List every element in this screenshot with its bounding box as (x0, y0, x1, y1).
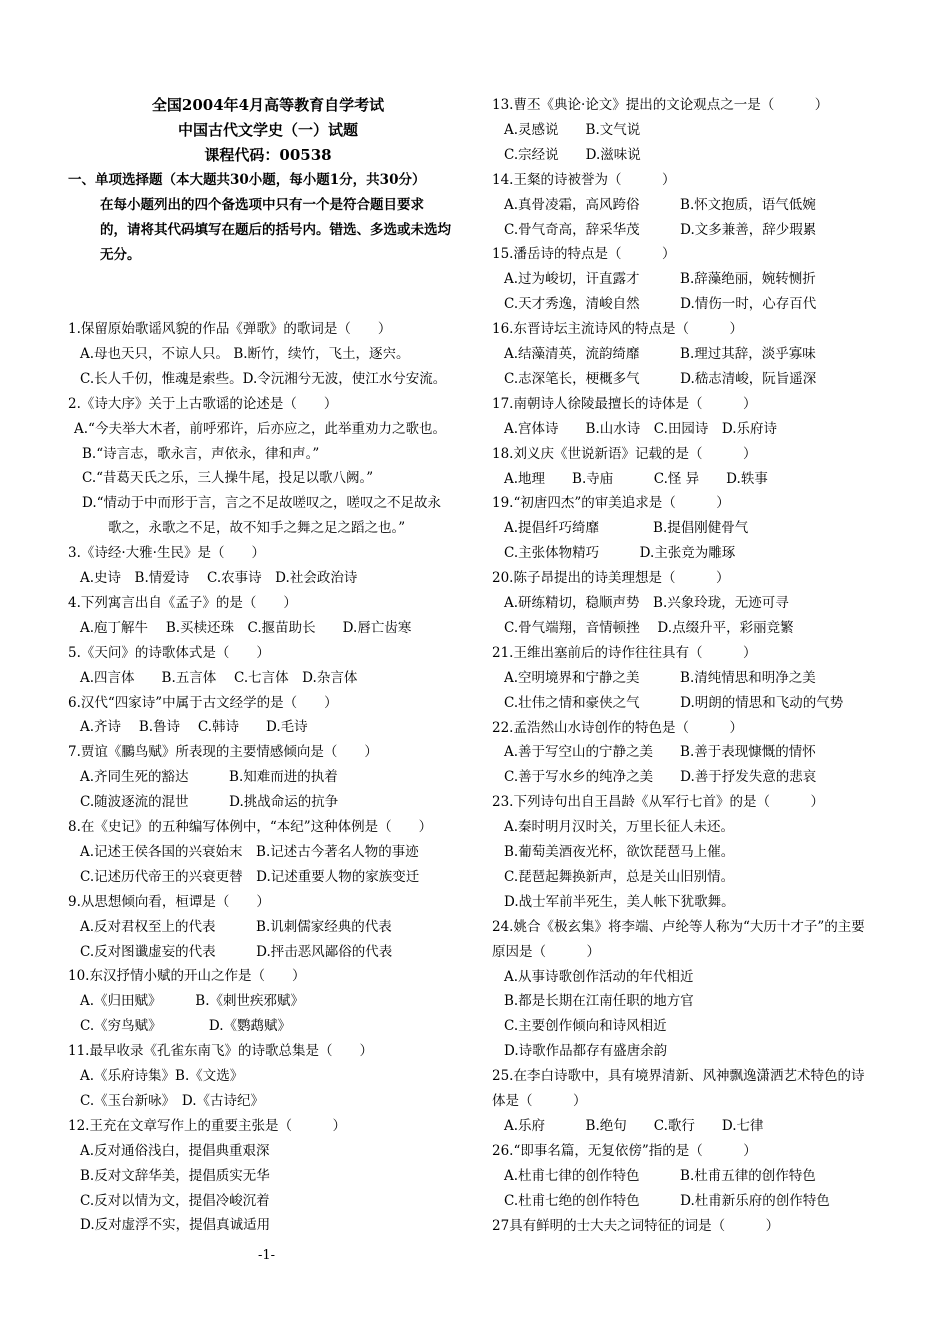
exam-title: 全国2004年4月高等教育自学考试 (151, 96, 385, 114)
answer-option: B.葡萄美酒夜光杯，欲饮琵琶马上催。 (504, 844, 735, 860)
question-stem: 20.陈子昂提出的诗美理想是（ ） (492, 570, 730, 587)
section-instruction-line: 在每小题列出的四个备选项中只有一个是符合题目要求 (100, 197, 424, 213)
page-number: -1- (258, 1248, 276, 1263)
section-heading: 一、单项选择题（本大题共30小题，每小题1分，共30分） (68, 172, 426, 188)
answer-option: C.壮伟之情和豪侠之气 D.明朗的情思和飞动的气势 (504, 694, 844, 711)
question-stem: 4.下列寓言出自《孟子》的是（ ） (68, 594, 297, 611)
answer-option: C.琵琶起舞换新声，总是关山旧别情。 (504, 868, 735, 885)
answer-option: C.随波逐流的混世 D.挑战命运的抗争 (80, 794, 339, 811)
answer-option: A.研练精切，稳顺声势 B.兴象玲珑，无迹可寻 (504, 595, 789, 611)
question-stem: 16.东晋诗坛主流诗风的特点是（ ） (492, 321, 743, 338)
question-stem: 9.从思想倾向看，桓谭是（ ） (68, 893, 270, 910)
answer-option: A.“今夫举大木者，前呼邪许，后亦应之，此举重劝力之歌也。 (74, 420, 446, 437)
answer-option: C.宗经说 D.滋味说 (504, 146, 641, 163)
answer-option: A.真骨凌霜，高风跨俗 B.怀文抱质，语气低婉 (504, 196, 816, 213)
answer-option: 原因是（ ） (492, 943, 600, 960)
section-instruction-line: 无分。 (100, 247, 141, 263)
answer-option: A.秦时明月汉时关，万里长征人未还。 (504, 819, 735, 836)
course-title: 中国古代文学史（一）试题 (177, 121, 358, 139)
question-stem: 12.王充在文章写作上的重要主张是（ ） (68, 1117, 346, 1134)
answer-option: A.杜甫七律的创作特色 B.杜甫五律的创作特色 (504, 1167, 816, 1184)
answer-option: A.乐府 B.绝句 C.歌行 D.七律 (504, 1117, 764, 1134)
answer-option: A.提倡纤巧绮靡 B.提倡刚健骨气 (504, 520, 749, 537)
answer-option: D.战士军前半死生，美人帐下犹歌舞。 (504, 893, 735, 910)
answer-option: A.齐诗 B.鲁诗 C.韩诗 D.毛诗 (80, 719, 308, 736)
answer-option: A.过为峻切，讦直露才 B.辞藻绝丽，婉转恻折 (504, 271, 816, 288)
answer-option: A.史诗 B.情爱诗 C.农事诗 D.社会政治诗 (80, 570, 358, 586)
answer-option: A.《乐府诗集》B.《文选》 (80, 1068, 244, 1084)
section-instruction-line: 的，请将其代码填写在题后的括号内。错选、多选或未选均 (100, 222, 451, 238)
question-stem: 24.姚合《极玄集》将李端、卢纶等人称为“大历十才子”的主要 (492, 918, 865, 935)
answer-option: B.反对文辞华美，提倡质实无华 (80, 1167, 270, 1184)
question-stem: 21.王维出塞前后的诗作往往具有（ ） (492, 644, 757, 661)
answer-option: A.母也天只，不谅人只。 B.断竹，续竹，飞土，逐宍。 (80, 345, 410, 362)
answer-option: A.《归田赋》 B.《刺世疾邪赋》 (80, 993, 305, 1010)
course-code: 课程代码：00538 (204, 146, 332, 164)
question-stem: 19.“初唐四杰”的审美追求是（ ） (492, 495, 730, 512)
question-stem: 8.在《史记》的五种编写体例中，“本纪”这种体例是（ ） (68, 819, 433, 835)
question-stem: 25.在李白诗歌中，具有境界清新、风神飘逸潇洒艺术特色的诗 (492, 1068, 865, 1085)
answer-option: A.地理 B.寺庙 C.怪 异 D.轶事 (504, 470, 768, 487)
question-stem: 15.潘岳诗的特点是（ ） (492, 246, 676, 263)
answer-option: D.诗歌作品都存有盛唐余韵 (504, 1043, 668, 1060)
answer-option: A.记述王侯各国的兴衰始末 B.记述古今著名人物的事迹 (80, 843, 419, 860)
answer-option: B.“诗言志，歌永言，声依永，律和声。” (82, 445, 320, 462)
answer-option: C.反对图谶虚妄的代表 D.抨击恶风鄙俗的代表 (80, 943, 393, 960)
answer-option: 歌之，永歌之不足，故不知手之舞之足之蹈之也。” (108, 520, 406, 537)
question-stem: 26.“即事名篇，无复依傍”指的是（ ） (492, 1142, 757, 1159)
answer-option: C.记述历代帝王的兴衰更替 D.记述重要人物的家族变迁 (80, 868, 420, 885)
answer-option: C.善于写水乡的纯净之美 D.善于抒发失意的悲哀 (504, 769, 817, 786)
answer-option: A.结藻清英，流韵绮靡 B.理过其辞，淡乎寡味 (504, 346, 816, 362)
question-stem: 10.东汉抒情小赋的开山之作是（ ） (68, 968, 306, 985)
question-stem: 11.最早收录《孔雀东南飞》的诗歌总集是（ ） (68, 1043, 373, 1060)
answer-option: C.骨气奇高，辞采华茂 D.文多兼善，辞少瑕累 (504, 221, 817, 238)
answer-option: A.从事诗歌创作活动的年代相近 (504, 968, 694, 985)
question-stem: 27具有鲜明的士大夫之词特征的词是（ ） (492, 1217, 780, 1234)
answer-option: A.善于写空山的宁静之美 B.善于表现慷慨的情怀 (504, 744, 816, 761)
answer-option: B.都是长期在江南任职的地方官 (504, 993, 694, 1010)
question-stem: 6.汉代“四家诗”中属于古文经学的是（ ） (68, 694, 338, 711)
answer-option: A.宫体诗 B.山水诗 C.田园诗 D.乐府诗 (504, 420, 778, 437)
question-stem: 22.孟浩然山水诗创作的特色是（ ） (492, 719, 743, 736)
question-stem: 14.王粲的诗被誉为（ ） (492, 171, 676, 188)
answer-option: A.齐同生死的豁达 B.知难而进的执着 (80, 769, 338, 786)
answer-option: C.志深笔长，梗概多气 D.嵇志清峻，阮旨遥深 (504, 370, 817, 387)
answer-option: C.反对以情为文，提倡冷峻沉着 (80, 1192, 270, 1209)
question-stem: 18.刘义庆《世说新语》记载的是（ ） (492, 445, 757, 462)
answer-option: A.灵感说 B.文气说 (504, 121, 641, 138)
question-stem: 23.下列诗句出自王昌龄《从军行七首》的是（ ） (492, 794, 824, 811)
answer-option: C.主张体物精巧 D.主张竞为雕琢 (504, 545, 736, 562)
answer-option: A.反对君权至上的代表 B.讥刺儒家经典的代表 (80, 918, 392, 935)
question-stem: 1.保留原始歌谣风貌的作品《弹歌》的歌词是（ ） (68, 321, 392, 337)
answer-option: C.《穷鸟赋》 D.《鹦鹉赋》 (80, 1018, 292, 1035)
question-stem: 2.《诗大序》关于上古歌谣的论述是（ ） (68, 395, 338, 412)
question-stem: 3.《诗经·大雅·生民》是（ ） (68, 545, 265, 562)
answer-option: A.空明境界和宁静之美 B.清纯情思和明净之美 (504, 669, 816, 686)
answer-option: C.骨气端翔，音情顿挫 D.点缀升平，彩丽竞繁 (504, 619, 794, 636)
answer-option: 体是（ ） (492, 1093, 587, 1109)
answer-option: D.“情动于中而形于言，言之不足故嗟叹之，嗟叹之不足故永 (82, 495, 442, 512)
question-stem: 7.贾谊《鵩鸟赋》所表现的主要情感倾向是（ ） (68, 744, 378, 761)
answer-option: D.反对虚浮不实，提倡真诚适用 (80, 1217, 271, 1234)
answer-option: C.“昔葛天氏之乐，三人操牛尾，投足以歌八阙。” (82, 470, 374, 487)
answer-option: C.杜甫七绝的创作特色 D.杜甫新乐府的创作特色 (504, 1192, 830, 1209)
answer-option: C.主要创作倾向和诗风相近 (504, 1018, 667, 1035)
answer-option: C.长人千仞，惟魂是索些。D.令沅湘兮无波，使江水兮安流。 (80, 370, 447, 387)
answer-option: C.《玉台新咏》 D.《古诗纪》 (80, 1092, 265, 1109)
answer-option: A.庖丁解牛 B.买椟还珠 C.揠苗助长 D.唇亡齿寒 (80, 619, 412, 636)
question-stem: 17.南朝诗人徐陵最擅长的诗体是（ ） (492, 395, 757, 412)
question-stem: 5.《天问》的诗歌体式是（ ） (68, 644, 270, 661)
answer-option: A.反对通俗浅白，提倡典重艰深 (80, 1142, 270, 1159)
answer-option: A.四言体 B.五言体 C.七言体 D.杂言体 (80, 669, 358, 686)
question-stem: 13.曹丕《典论·论文》提出的文论观点之一是（ ） (492, 97, 829, 113)
answer-option: C.天才秀逸，清峻自然 D.情伤一时，心存百代 (504, 296, 817, 313)
